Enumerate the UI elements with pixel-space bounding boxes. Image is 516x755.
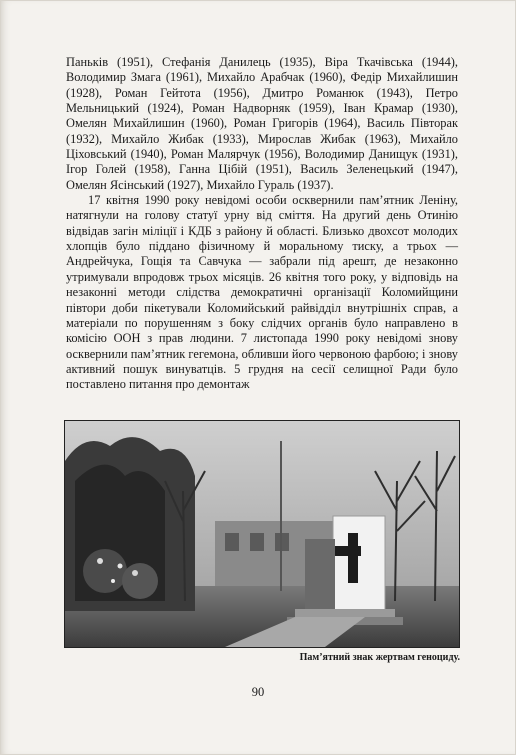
photo-caption: Пам’ятний знак жертвам геноциду.: [299, 652, 460, 663]
paragraph-names-list: Паньків (1951), Стефанія Данилець (1935), Віра Ткачівська (1944), Володимир Змага (1961), Михайло Арабчак (1960), Федір Михайлишин (1928), Роман Гейтота (1956), Дмитро Романюк (1943), Петро Мельницький (1924), Роман Надворняк (1959), Іван Крамар (1930), Омелян Михайлишин (1960), Роман Григорів (1964), Василь Півторак (1932), Михайло Жибак (1933), Мирослав Жибак (1963), Михайло Ціховський (1940), Роман Малярчук (1956), Володимир Данищук (1931), Ігор Голей (1958), Ганна Цібій (1951), Василь Зеленецький (1947), Омелян Ясінський (1927), Михайло Гураль (1937).: [66, 55, 458, 192]
page-number: 90: [251, 685, 265, 699]
memorial-photo: [64, 420, 460, 648]
paragraph-events: 17 квітня 1990 року невідомі особи осквернили пам’ятник Леніну, натягнули на голову статуї урну від сміття. На другий день Отинію відвідав загін міліції і КДБ з району й області. Близько двохсот молодих хлопців було піддано фізичному й моральному тиску, а трьох — Андрейчука, Гощія та Савчука — забрали під арешт, де незаконно утримували впродовж трьох місяців. 26 квітня того року, у відповідь на незаконні методи слідства демократичні організації Коломийщини півтори доби пікетували Коломийський райвідділ внутрішніх справ, а матеріали по порушенням з боку слідчих органів було направлено в комісію ООН з прав людини. 7 листопада 1990 року невідомі знову осквернили пам’ятник гегемона, обливши його червоною фарбою; і знову активний пошук винуватців. 5 грудня на сесії селищної Ради було поставлено питання про демонтаж: [66, 193, 458, 392]
body-text: [66, 55, 458, 393]
